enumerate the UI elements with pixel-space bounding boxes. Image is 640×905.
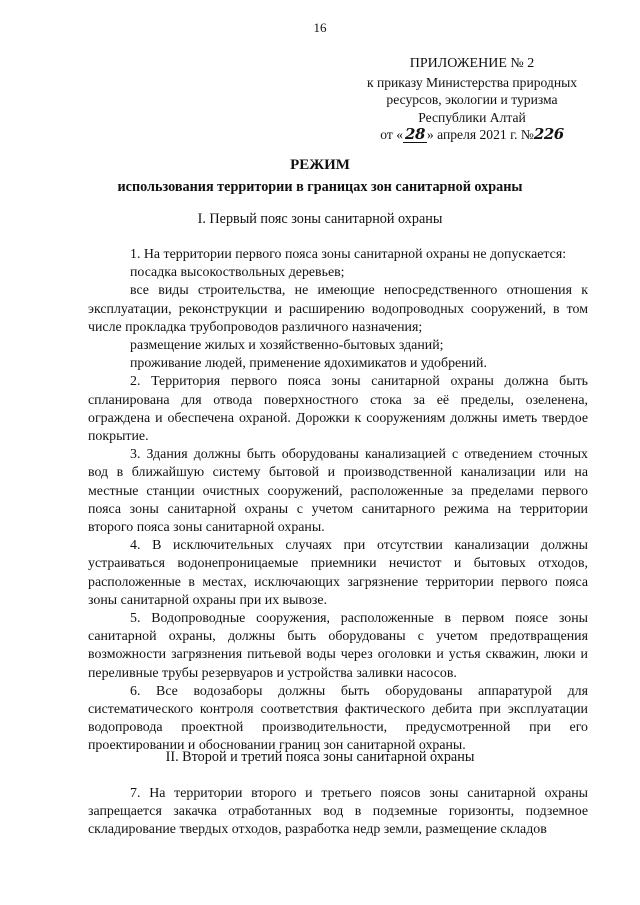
paragraph: проживание людей, применение ядохимикатов и удобрений. [130, 356, 487, 372]
paragraph: 7. На территории второго и третьего поясов зоны санитарной охраны запрещается закачка отработанных вод в подземные горизонты, подземное складирование твердых отходов, разработка недр земли, размещение складов [88, 786, 588, 838]
section-1-body [88, 246, 588, 756]
paragraph: посадка высокоствольных деревьев; [130, 265, 345, 281]
appendix-date-line [352, 126, 592, 144]
paragraph: все виды строительства, не имеющие непосредственного отношения к эксплуатации, реконструкции и расширению водопроводных сооружений, в том числе прокладка трубопроводов различного назначения; [88, 283, 588, 335]
appendix-line-2: ресурсов, экологии и туризма [386, 92, 558, 107]
appendix-block [352, 55, 592, 144]
date-day [403, 127, 427, 143]
paragraph: 5. Водопроводные сооружения, расположенные в первом поясе зоны санитарной охраны, должны быть оборудованы с учетом предотвращения возможности загрязнения питьевой воды через оголовки и устья скважин, люки и переливные трубы резервуаров и устройства заливки насосов. [88, 611, 588, 681]
document-title: РЕЖИМ [290, 157, 350, 173]
section-2-heading: II. Второй и третий пояса зоны санитарной охраны [165, 749, 475, 765]
paragraph: 4. В исключительных случаях при отсутствии канализации должны устраиваться водонепроницаемые приемники нечистот и бытовых отходов, расположенные в местах, исключающих загрязнение территории первого пояса зоны санитарной охраны при их вывозе. [88, 538, 588, 608]
appendix-title: ПРИЛОЖЕНИЕ № 2 [409, 56, 535, 71]
paragraph: размещение жилых и хозяйственно-бытовых зданий; [130, 338, 444, 354]
paragraph: 6. Все водозаборы должны быть оборудованы аппаратурой для систематического контроля соответствия фактического дебита при эксплуатации водопровода проектной производительности, предусмотренной при его проектировании и обосновании границ зон санитарной охраны. [88, 683, 588, 754]
date-suffix: » апреля 2021 г. № [426, 127, 534, 142]
appendix-line-1: к приказу Министерства природных [366, 74, 578, 90]
paragraph: 2. Территория первого пояса зоны санитарной охраны должна быть спланирована для отвода поверхностного стока за её пределы, озеленена, ограждена и обеспечена охраной. Дорожки к сооружениям должны иметь твердое покрытие. [88, 374, 588, 445]
page-number: 16 [313, 20, 327, 35]
date-day-handwritten: 28 [405, 125, 425, 143]
paragraph: 3. Здания должны быть оборудованы канализацией с отведением сточных вод в ближайшую систему бытовой и производственной канализации или на местные станции очистных сооружений, расположенные за пределами первого пояса зоны санитарной охраны с учетом санитарного режима на территории второго пояса зоны санитарной охраны. [88, 447, 588, 536]
paragraph: 1. На территории первого пояса зоны санитарной охраны не допускается: [130, 247, 567, 262]
order-number-handwritten: 226 [533, 125, 564, 143]
appendix-line-3: Республики Алтай [418, 109, 526, 125]
date-prefix: от « [380, 127, 404, 142]
section-1-heading: I. Первый пояс зоны санитарной охраны [197, 211, 443, 227]
section-2-body [88, 785, 588, 840]
document-subtitle: использования территории в границах зон санитарной охраны [117, 179, 523, 195]
